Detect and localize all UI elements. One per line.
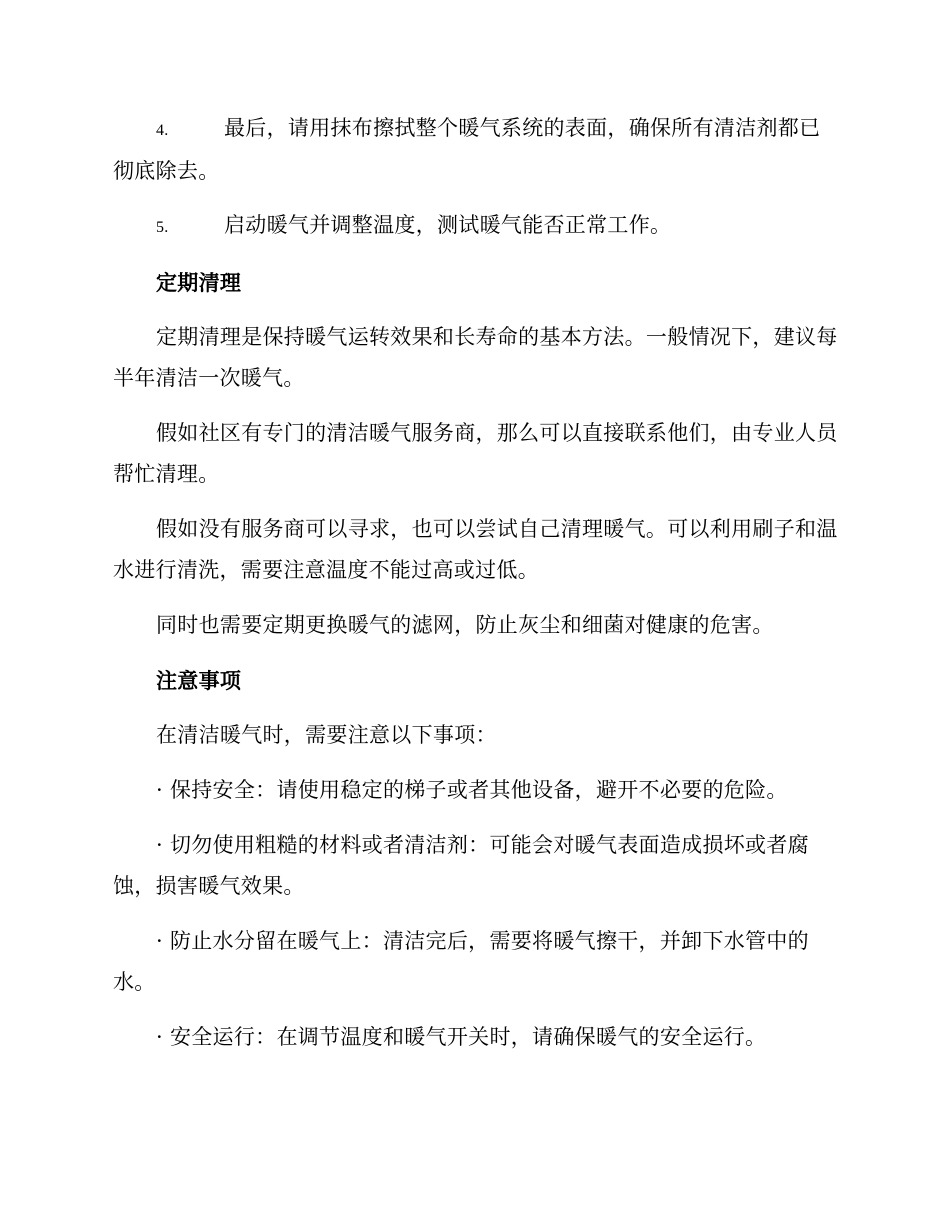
list-item-4 bbox=[113, 108, 838, 192]
document-body bbox=[113, 108, 838, 1072]
list-number: 4. bbox=[156, 122, 169, 139]
bullet-item: · 安全运行：在调节温度和暖气开关时，请确保暖气的安全运行。 bbox=[156, 1025, 767, 1049]
paragraph: 假如社区有专门的清洁暖气服务商，那么可以直接联系他们，由专业人员帮忙清理。 bbox=[113, 421, 838, 486]
paragraph-intro: 在清洁暖气时，需要注意以下事项： bbox=[156, 723, 497, 747]
section-heading-regular-cleaning: 定期清理 bbox=[156, 270, 242, 295]
list-text: 最后，请用抹布擦拭整个暖气系统的表面，确保所有清洁剂都已彻底除去。 bbox=[113, 116, 821, 183]
paragraph: 定期清理是保持暖气运转效果和长寿命的基本方法。一般情况下，建议每半年清洁一次暖气。 bbox=[113, 325, 838, 390]
paragraph: 同时也需要定期更换暖气的滤网，防止灰尘和细菌对健康的危害。 bbox=[156, 613, 774, 637]
list-item-5 bbox=[113, 205, 838, 248]
list-number: 5. bbox=[156, 219, 169, 236]
list-text: 启动暖气并调整温度，测试暖气能否正常工作。 bbox=[224, 213, 672, 237]
section-heading-precautions: 注意事项 bbox=[156, 668, 242, 693]
bullet-item: · 保持安全：请使用稳定的梯子或者其他设备，避开不必要的危险。 bbox=[156, 778, 788, 802]
bullet-item: · 防止水分留在暖气上：清洁完后，需要将暖气擦干，并卸下水管中的水。 bbox=[113, 929, 809, 994]
paragraph: 假如没有服务商可以寻求，也可以尝试自己清理暖气。可以利用刷子和温水进行清洗，需要注意温度不能过高或过低。 bbox=[113, 517, 838, 582]
bullet-item: · 切勿使用粗糙的材料或者清洁剂：可能会对暖气表面造成损坏或者腐蚀，损害暖气效果。 bbox=[113, 833, 809, 898]
